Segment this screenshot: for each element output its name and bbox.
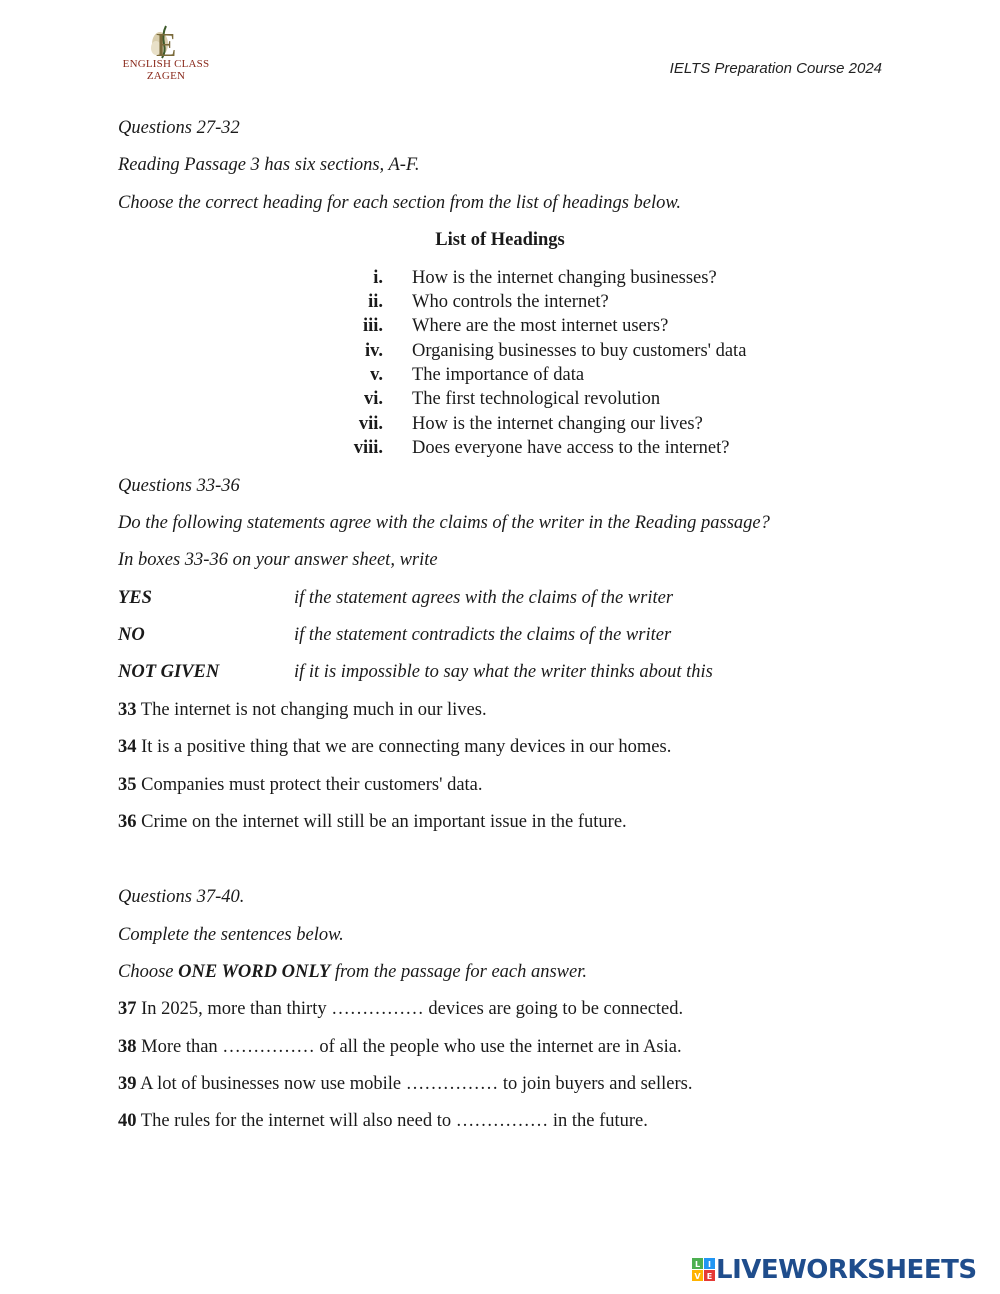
question-number: 39	[118, 1074, 137, 1094]
section1-instruction-1: Reading Passage 3 has six sections, A-F.	[118, 155, 420, 175]
question-text: More than …………… of all the people who use the internet are in Asia.	[136, 1037, 682, 1057]
question-34	[118, 737, 671, 758]
heading-text: Organising businesses to buy customers' data	[412, 341, 747, 361]
heading-number: ii.	[368, 292, 383, 312]
heading-number: i.	[373, 268, 383, 288]
question-number: 37	[118, 999, 137, 1019]
heading-number: v.	[370, 365, 383, 385]
instruction-pre: Choose	[118, 962, 179, 982]
svg-text:L: L	[694, 1260, 701, 1269]
heading-text: Who controls the internet?	[412, 292, 609, 312]
course-title: IELTS Preparation Course 2024	[669, 60, 882, 77]
question-38	[118, 1037, 682, 1058]
question-number: 35	[118, 775, 137, 795]
heading-text: The importance of data	[412, 365, 585, 385]
heading-text: Does everyone have access to the internet?	[412, 438, 730, 458]
heading-number: vii.	[358, 414, 383, 434]
section2-instruction-2: In boxes 33-36 on your answer sheet, write	[118, 550, 438, 570]
section2-title: Questions 33-36	[118, 476, 240, 496]
question-text: A lot of businesses now use mobile …………… to join buyers and sellers.	[136, 1074, 693, 1094]
answer-key-desc: if it is impossible to say what the writer thinks about this	[294, 662, 713, 682]
question-33	[118, 700, 487, 721]
heading-text: How is the internet changing our lives?	[412, 414, 703, 434]
question-text: The rules for the internet will also need to …………… in the future.	[136, 1111, 648, 1131]
instruction-post: from the passage for each answer.	[330, 962, 588, 982]
question-number: 36	[118, 812, 137, 832]
question-40	[118, 1111, 648, 1132]
question-text: The internet is not changing much in our lives.	[136, 700, 487, 720]
logo-caption: ENGLISH CLASS ZAGEN	[122, 58, 210, 82]
instruction-emphasis: ONE WORD ONLY	[178, 962, 331, 982]
question-39	[118, 1074, 693, 1095]
question-text: Crime on the internet will still be an important issue in the future.	[136, 812, 627, 832]
svg-text:I: I	[708, 1260, 711, 1269]
question-36	[118, 812, 627, 833]
svg-text:V: V	[694, 1272, 701, 1281]
list-of-headings-title: List of Headings	[435, 230, 565, 250]
svg-text:E: E	[706, 1272, 713, 1281]
section3-instruction-1: Complete the sentences below.	[118, 925, 344, 945]
section1-title: Questions 27-32	[118, 118, 240, 138]
section3-instruction-2	[118, 962, 587, 983]
question-35	[118, 775, 483, 796]
heading-text: How is the internet changing businesses?	[412, 268, 717, 288]
section3-title: Questions 37-40.	[118, 887, 245, 907]
question-number: 34	[118, 737, 137, 757]
heading-text: The first technological revolution	[412, 389, 661, 409]
question-text: It is a positive thing that we are connecting many devices in our homes.	[136, 737, 672, 757]
heading-number: vi.	[363, 389, 383, 409]
liveworksheets-brand: LIVEWORKSHEETS	[716, 1255, 977, 1285]
question-37	[118, 999, 683, 1020]
answer-key-yes: YES	[118, 588, 152, 608]
heading-number: iv.	[365, 341, 383, 361]
liveworksheets-logo[interactable]	[692, 1254, 992, 1286]
question-text: In 2025, more than thirty …………… devices are going to be connected.	[136, 999, 684, 1019]
section1-instruction-2: Choose the correct heading for each section from the list of headings below.	[118, 193, 681, 213]
question-text: Companies must protect their customers' data.	[136, 775, 483, 795]
heading-number: viii.	[353, 438, 383, 458]
answer-key-desc: if the statement agrees with the claims of the writer	[294, 588, 674, 608]
section2-instruction-1: Do the following statements agree with the claims of the writer in the Reading passage?	[118, 513, 770, 533]
answer-key-desc: if the statement contradicts the claims of the writer	[294, 625, 672, 645]
question-number: 33	[118, 700, 137, 720]
heading-text: Where are the most internet users?	[412, 316, 669, 336]
answer-key-not-given: NOT GIVEN	[118, 662, 220, 682]
heading-number: iii.	[362, 316, 383, 336]
question-number: 38	[118, 1037, 137, 1057]
question-number: 40	[118, 1111, 137, 1131]
answer-key-no: NO	[118, 625, 145, 645]
logo-emblem-icon	[116, 20, 216, 60]
logo-letter: E	[155, 27, 177, 60]
liveworksheets-badge-icon	[692, 1258, 716, 1282]
